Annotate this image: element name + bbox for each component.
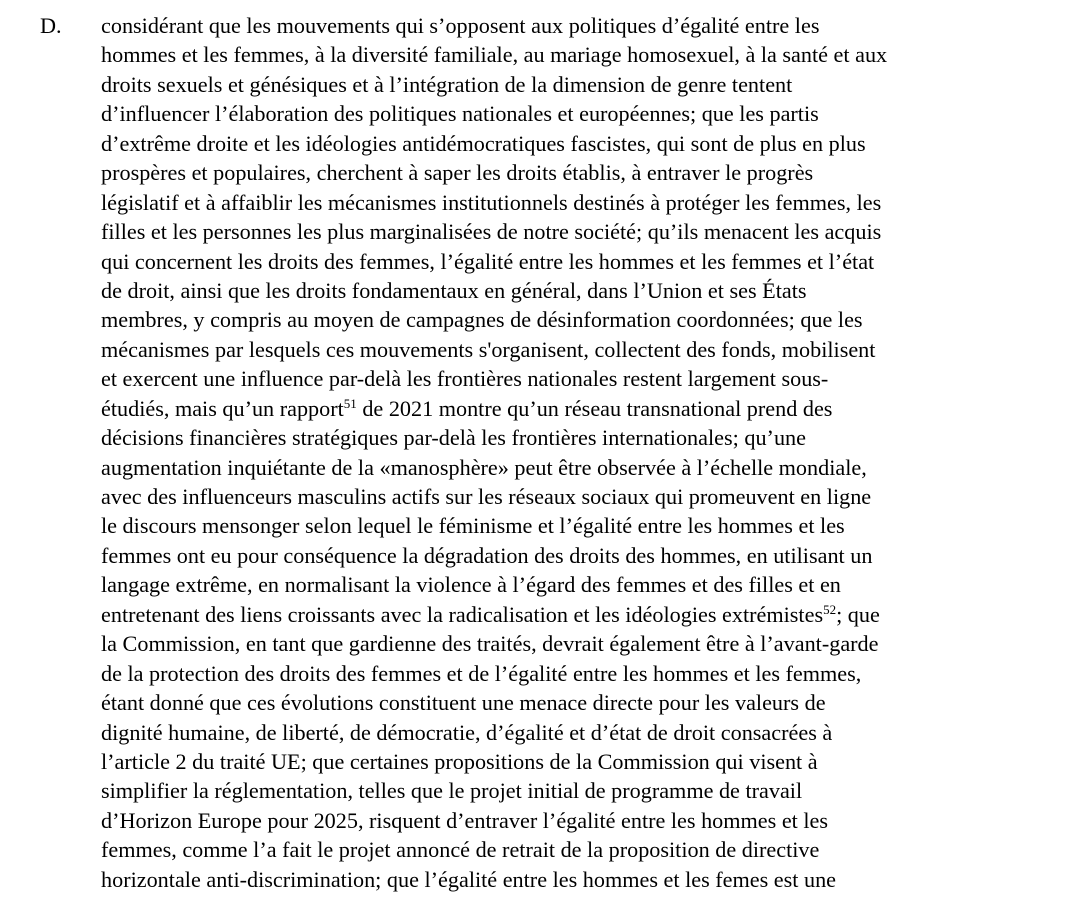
text-segment: entretenant des liens croissants avec la radicalisation et les idéologies extrémistes — [101, 601, 824, 627]
text-line: l’article 2 du traité UE; que certaines propositions de la Commission qui visent à — [101, 748, 818, 774]
paragraph-body — [101, 11, 1086, 894]
text-line: avec des influenceurs masculins actifs sur les réseaux sociaux qui promeuvent en ligne — [101, 484, 872, 509]
footnote-ref-51[interactable]: 51 — [343, 395, 357, 411]
text-line: considérant que les mouvements qui s’opposent aux politiques d’égalité entre les — [101, 13, 820, 38]
text-line: de droit, ainsi que les droits fondamentaux en général, dans l’Union et ses États — [101, 277, 807, 303]
text-line: d’extrême droite et les idéologies antidémocratiques fascistes, qui sont de plus en plus — [101, 130, 866, 156]
text-line: horizontale anti-discrimination; que l’égalité entre les hommes et les femes est une — [101, 866, 837, 892]
text-line: droits sexuels et génésiques et à l’intégration de la dimension de genre tentent — [101, 71, 793, 97]
text-line: décisions financières stratégiques par-delà les frontières internationales; qu’une — [101, 425, 806, 451]
text-line: langage extrême, en normalisant la violence à l’égard des femmes et des filles et en — [101, 572, 841, 598]
text-line: filles et les personnes les plus marginalisées de notre société; qu’ils menacent les acquis — [101, 219, 882, 245]
text-line: hommes et les femmes, à la diversité familiale, au mariage homosexuel, à la santé et aux — [101, 42, 888, 68]
footnote-ref-52[interactable]: 52 — [823, 601, 837, 617]
text-line: la Commission, en tant que gardienne des traités, devrait également être à l’avant-garde — [101, 631, 879, 657]
text-line: qui concernent les droits des femmes, l’égalité entre les hommes et les femmes et l’état — [101, 248, 875, 274]
text-line — [101, 394, 1086, 423]
text-line: prospères et populaires, cherchent à saper les droits établis, à entraver le progrès — [101, 160, 814, 186]
text-line: mécanismes par lesquels ces mouvements s'organisent, collectent des fonds, mobilisent — [101, 336, 876, 362]
text-line: et exercent une influence par-delà les frontières nationales restent largement sous- — [101, 366, 829, 392]
paragraph-label: D. — [40, 13, 62, 38]
text-line: dignité humaine, de liberté, de démocratie, d’égalité et d’état de droit consacrées à — [101, 719, 833, 745]
text-line: femmes ont eu pour conséquence la dégradation des droits des hommes, en utilisant un — [101, 542, 873, 568]
text-segment: ; que — [836, 601, 880, 627]
text-line: d’influencer l’élaboration des politiques nationales et européennes; que les partis — [101, 101, 819, 127]
text-line: de la protection des droits des femmes et de l’égalité entre les hommes et les femmes, — [101, 660, 862, 686]
text-line: augmentation inquiétante de la «manosphère» peut être observée à l’échelle mondiale, — [101, 454, 867, 480]
text-line: d’Horizon Europe pour 2025, risquent d’entraver l’égalité entre les hommes et les — [101, 807, 829, 833]
text-line: étant donné que ces évolutions constituent une menace directe pour les valeurs de — [101, 690, 826, 716]
text-line — [101, 600, 1086, 629]
text-segment: étudiés, mais qu’un rapport — [101, 395, 344, 421]
text-line: le discours mensonger selon lequel le féminisme et l’égalité entre les hommes et les — [101, 513, 845, 539]
text-line: femmes, comme l’a fait le projet annoncé de retrait de la proposition de directive — [101, 837, 820, 863]
text-line: simplifier la réglementation, telles que le projet initial de programme de travail — [101, 778, 803, 804]
text-segment: de 2021 montre qu’un réseau transnational prend des — [356, 395, 833, 421]
text-line: membres, y compris au moyen de campagnes de désinformation coordonnées; que les — [101, 307, 863, 333]
text-line: législatif et à affaiblir les mécanismes institutionnels destinés à protéger les femmes, les — [101, 189, 882, 215]
